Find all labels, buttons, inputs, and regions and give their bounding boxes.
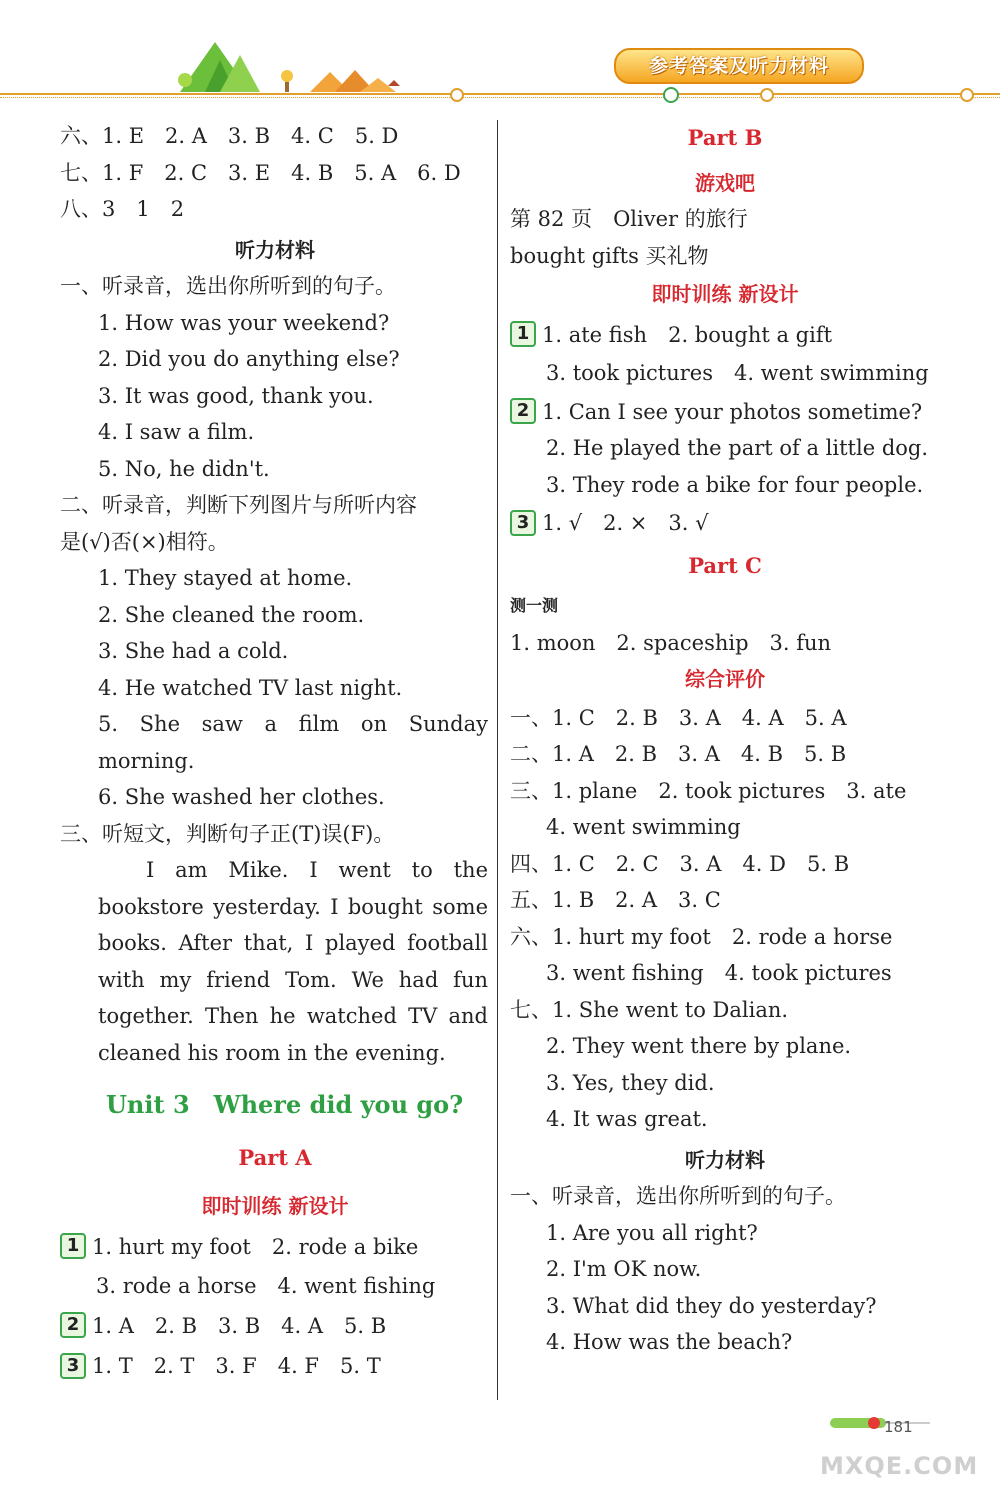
header-node — [960, 88, 974, 102]
answer-line: 3. went fishing 4. took pictures — [546, 961, 892, 985]
answer-text: 3. rode a horse 4. went fishing — [96, 1274, 436, 1298]
list-item: 5. No, he didn't. — [98, 456, 270, 481]
question-row — [510, 394, 940, 431]
list-item: 3. It was good, thank you. — [98, 383, 374, 408]
question-number-badge: 2 — [60, 1312, 86, 1338]
list-item: 6. She washed her clothes. — [98, 785, 385, 809]
answer-line: 七、1. F 2. C 3. E 4. B 5. A 6. D — [60, 160, 461, 185]
answer-line: 2. They went there by plane. — [546, 1034, 852, 1058]
answer-line: 4. It was great. — [546, 1107, 708, 1131]
list-item: 4. How was the beach? — [546, 1330, 793, 1354]
part-heading: Part B — [687, 125, 763, 150]
answer-line: 一、1. C 2. B 3. A 4. A 5. A — [510, 705, 847, 730]
watermark: MXQE.COM — [820, 1452, 979, 1480]
question-number-badge: 1 — [60, 1233, 86, 1259]
part-heading: Part C — [688, 552, 762, 578]
question-row — [60, 1308, 490, 1345]
section-title: 二、听录音，判断下列图片与所听内容 — [60, 493, 417, 517]
question-row — [510, 505, 940, 542]
list-item: 2. Did you do anything else? — [98, 347, 400, 371]
drill-heading: 即时训练 新设计 — [651, 282, 799, 306]
list-item: 4. I saw a film. — [98, 420, 255, 444]
page-header — [0, 0, 1000, 110]
header-node-active — [663, 87, 679, 103]
game-heading: 游戏吧 — [695, 170, 755, 195]
listening-heading: 听力材料 — [235, 237, 315, 262]
answer-text: 2. He played the part of a little dog. — [546, 436, 929, 460]
answer-line: 六、1. E 2. A 3. B 4. C 5. D — [60, 124, 399, 148]
answer-text: 1. ate fish 2. bought a gift — [542, 322, 833, 347]
section-title: 一、听录音，选出你所听到的句子。 — [60, 274, 396, 298]
mountains-decoration — [160, 0, 580, 95]
question-number-badge: 3 — [510, 510, 536, 536]
right-column — [510, 118, 940, 1361]
list-item: 3. She had a cold. — [98, 639, 289, 663]
section-banner: 参考答案及听力材料 — [614, 48, 864, 84]
eval-heading: 综合评价 — [685, 667, 765, 691]
column-divider — [497, 120, 498, 1400]
page-ref: 第 82 页 Oliver 的旅行 — [510, 207, 748, 231]
question-number-badge: 1 — [510, 321, 536, 347]
question-row — [60, 1229, 490, 1266]
answer-line: 3. Yes, they did. — [546, 1070, 715, 1095]
answer-line: 4. went swimming — [546, 815, 741, 839]
answer-text: 1. hurt my foot 2. rode a bike — [92, 1234, 419, 1259]
list-item: 2. I'm OK now. — [546, 1257, 702, 1281]
header-node — [760, 88, 774, 102]
list-item: 3. What did they do yesterday? — [546, 1293, 877, 1318]
part-heading: Part A — [238, 1144, 312, 1170]
test-heading: 测一测 — [510, 596, 559, 615]
answer-text: 1. √ 2. × 3. √ — [542, 511, 709, 535]
listening-heading: 听力材料 — [685, 1147, 765, 1172]
section-title: 一、听录音，选出你所听到的句子。 — [510, 1184, 846, 1208]
list-item: 1. Are you all right? — [546, 1220, 758, 1245]
answer-text: 1. A 2. B 3. B 4. A 5. B — [92, 1313, 387, 1338]
list-item: 4. He watched TV last night. — [98, 675, 403, 700]
answer-text: 1. T 2. T 3. F 4. F 5. T — [92, 1354, 381, 1378]
header-node — [450, 88, 464, 102]
section-title: 三、听短文，判断句子正(T)误(F)。 — [60, 821, 395, 846]
unit-title: Unit 3 Where did you go? — [106, 1090, 464, 1119]
left-column — [60, 118, 490, 1385]
question-number-badge: 3 — [60, 1353, 86, 1379]
passage: I am Mike. I went to the bookstore yesterday. I bought some books. After that, I played football with my friend Tom. We had fun together. Then he watched TV and cleaned his room in the evening. — [98, 858, 488, 1065]
answer-text: 3. took pictures 4. went swimming — [546, 361, 929, 385]
question-row — [60, 1348, 490, 1385]
list-item: 2. She cleaned the room. — [98, 602, 365, 627]
list-item: 1. They stayed at home. — [98, 566, 353, 590]
answer-line: 五、1. B 2. A 3. C — [510, 888, 721, 912]
answer-line: 七、1. She went to Dalian. — [510, 997, 789, 1022]
answer-line: 二、1. A 2. B 3. A 4. B 5. B — [510, 742, 847, 766]
drill-heading: 即时训练 新设计 — [201, 1194, 349, 1218]
answer-line: 三、1. plane 2. took pictures 3. ate — [510, 778, 907, 803]
question-row — [510, 317, 940, 354]
header-rule — [0, 93, 1000, 95]
answer-text: 1. moon 2. spaceship 3. fun — [510, 630, 832, 655]
answer-text: 1. Can I see your photos sometime? — [542, 399, 923, 424]
answer-line: 四、1. C 2. C 3. A 4. D 5. B — [510, 851, 850, 876]
header-dotted-rule — [0, 97, 1000, 98]
answer-line: 八、3 1 2 — [60, 197, 185, 221]
gift-line: bought gifts 买礼物 — [510, 243, 709, 268]
question-number-badge: 2 — [510, 398, 536, 424]
page-number: 181 — [884, 1418, 913, 1436]
list-item: 5. She saw a film on Sunday morning. — [98, 712, 488, 773]
answer-text: 3. They rode a bike for four people. — [546, 472, 924, 497]
answer-line: 六、1. hurt my foot 2. rode a horse — [510, 924, 893, 949]
list-item: 1. How was your weekend? — [98, 310, 390, 335]
section-title-cont: 是(√)否(×)相符。 — [60, 529, 229, 554]
